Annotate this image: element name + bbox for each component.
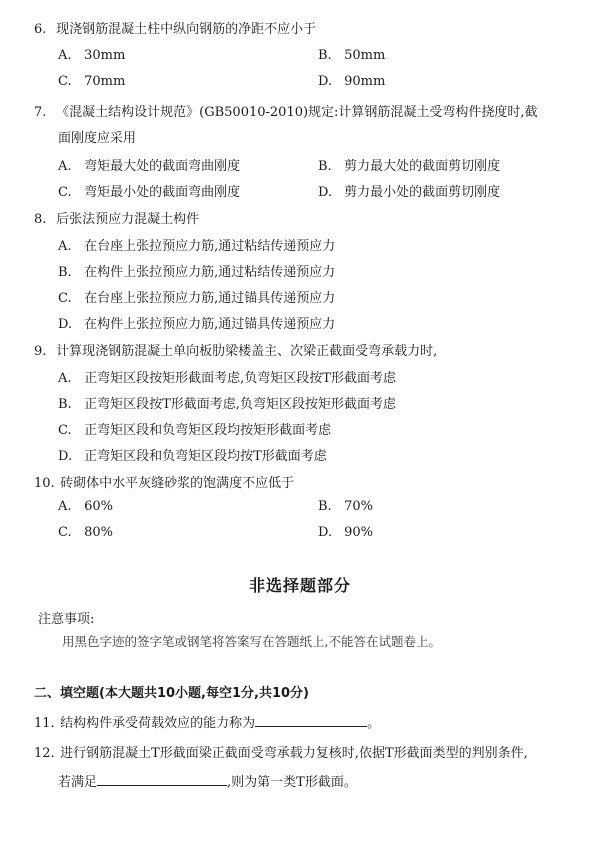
option-text: 70% [344,499,374,514]
option-b [318,155,500,174]
option-text: 正弯矩区段和负弯矩区段均按矩形截面考虑 [84,423,332,438]
option-b [318,48,385,63]
option-letter: C. [58,291,72,306]
option-b [58,393,396,412]
question-text-end: ,则为第一类T形截面。 [227,775,357,790]
option-text: 70mm [84,74,126,89]
option-letter: A. [58,48,72,63]
question-text: 若满足 [58,775,98,790]
note-title: 注意事项: [38,612,95,627]
option-letter: B. [58,265,72,280]
option-b [58,261,335,280]
option-letter: A. [58,239,72,254]
option-letter: B. [58,397,72,412]
option-letter: C. [58,423,72,438]
answer-blank [97,773,227,786]
part-title: 二、填空题(本大题共10小题,每空1分,共10分) [34,686,309,701]
option-d [318,525,373,540]
option-text: 50mm [344,48,386,63]
question-text: 后张法预应力混凝土构件 [56,212,200,227]
option-text: 30mm [84,48,126,63]
option-text: 在台座上张拉预应力筋,通过锚具传递预应力 [84,291,336,306]
option-a [58,235,335,254]
option-c [58,181,240,200]
question-8 [34,208,199,227]
option-letter: C. [58,74,72,89]
question-number: 9. [34,344,47,359]
question-12 [34,742,528,761]
option-text: 90mm [344,74,386,89]
question-11 [34,712,380,731]
option-letter: C. [58,525,72,540]
option-letter: A. [58,499,72,514]
question-text: 《混凝土结构设计规范》(GB50010-2010)规定:计算钢筋混凝土受弯构件挠度时,截 [56,105,538,120]
question-text: 计算现浇钢筋混凝土单向板肋梁楼盖主、次梁正截面受弯承载力时, [56,344,438,359]
question-number: 11. [34,716,55,731]
answer-blank [255,714,367,727]
note-text: 用黑色字迹的签字笔或钢笔将答案写在答题纸上,不能答在试题卷上。 [62,634,441,649]
option-a [58,499,113,514]
question-6 [34,18,316,37]
question-number: 7. [34,105,47,120]
option-d [58,445,327,464]
question-text: 进行钢筋混凝土T形截面梁正截面受弯承载力复核时,依据T形截面类型的判别条件, [60,746,528,761]
option-letter: D. [58,449,73,464]
option-c [58,74,125,89]
option-letter: A. [58,371,72,386]
option-c [58,419,331,438]
option-text: 正弯矩区段按矩形截面考虑,负弯矩区段按T形截面考虑 [84,371,396,386]
option-text: 剪力最大处的截面剪切刚度 [344,159,501,174]
option-letter: D. [318,74,333,89]
question-text-continued: 面刚度应采用 [58,131,137,146]
question-text: 砖砌体中水平灰缝砂浆的饱满度不应低于 [60,476,295,491]
option-letter: B. [318,499,332,514]
option-d [318,74,385,89]
option-letter: D. [58,317,73,332]
option-text: 在台座上张拉预应力筋,通过粘结传递预应力 [84,239,336,254]
question-text: 现浇钢筋混凝土柱中纵向钢筋的净距不应小于 [56,22,317,37]
option-text: 80% [84,525,114,540]
option-text: 在构件上张拉预应力筋,通过粘结传递预应力 [84,265,336,280]
option-letter: D. [318,185,333,200]
question-text-end: 。 [367,716,381,731]
question-7 [34,101,538,120]
question-number: 6. [34,22,47,37]
option-letter: C. [58,185,72,200]
option-text: 剪力最小处的截面剪切刚度 [344,185,501,200]
option-letter: B. [318,159,332,174]
option-text: 90% [344,525,374,540]
option-letter: B. [318,48,332,63]
option-a [58,367,396,386]
question-12-continued [58,771,357,790]
option-b [318,499,373,514]
option-text: 弯矩最大处的截面弯曲刚度 [84,159,241,174]
question-9 [34,340,437,359]
question-number: 10. [34,476,55,491]
option-text: 弯矩最小处的截面弯曲刚度 [84,185,241,200]
option-text: 60% [84,499,114,514]
question-text: 结构构件承受荷载效应的能力称为 [60,716,256,731]
question-number: 8. [34,212,47,227]
option-letter: D. [318,525,333,540]
option-d [58,313,335,332]
option-c [58,287,335,306]
option-d [318,181,500,200]
option-a [58,48,125,63]
option-text: 在构件上张拉预应力筋,通过锚具传递预应力 [84,317,336,332]
option-text: 正弯矩区段按T形截面考虑,负弯矩区段按矩形截面考虑 [84,397,396,412]
option-letter: A. [58,159,72,174]
option-a [58,155,240,174]
option-c [58,525,113,540]
section-title: 非选择题部分 [248,576,351,595]
question-number: 12. [34,746,55,761]
option-text: 正弯矩区段和负弯矩区段均按T形截面考虑 [84,449,327,464]
question-10 [34,472,294,491]
